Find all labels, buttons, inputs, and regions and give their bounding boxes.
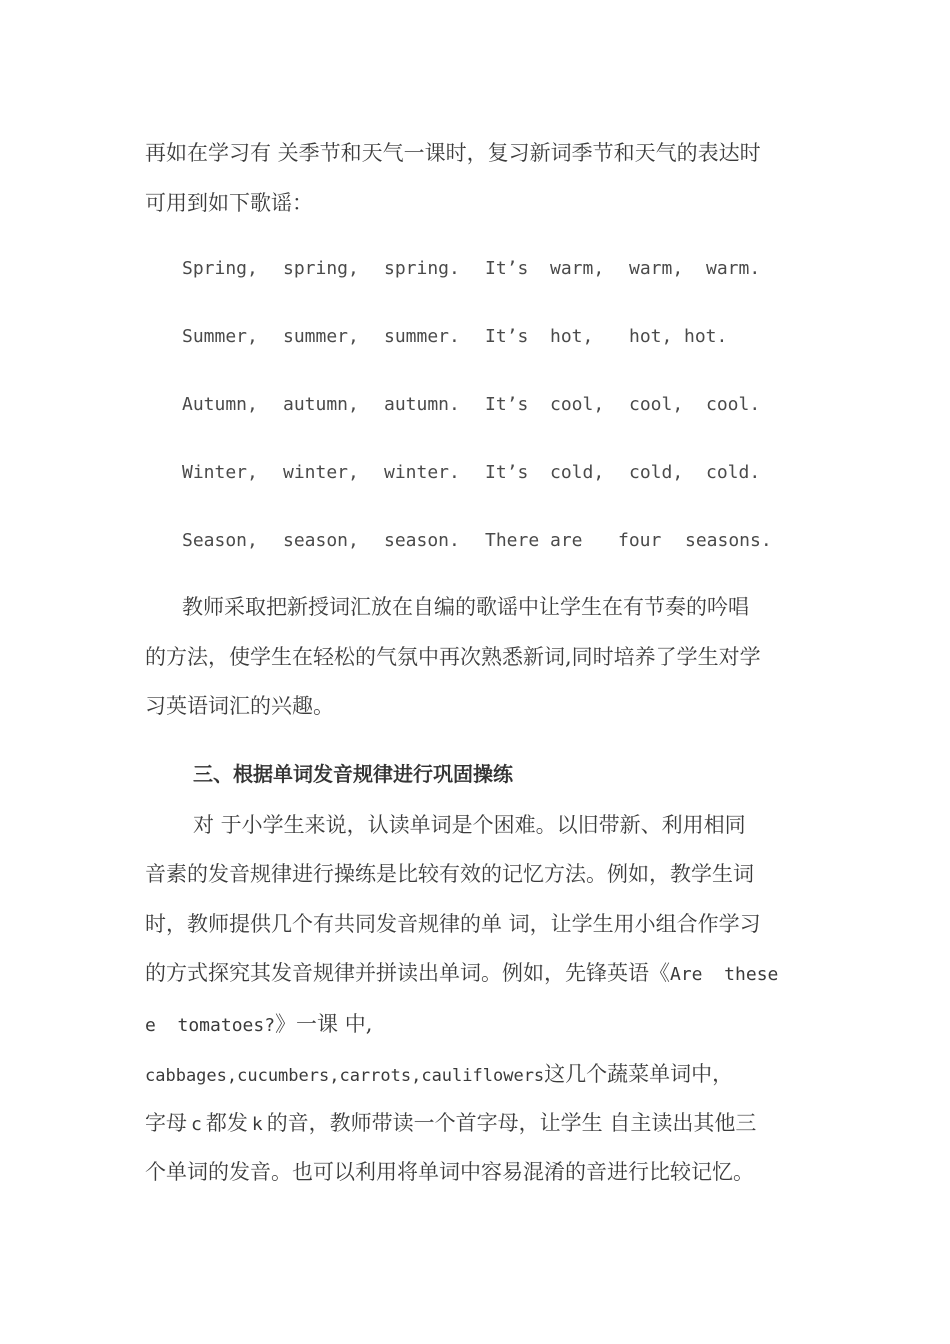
song-word: It’s [485, 258, 529, 279]
para2-line-7 [145, 1109, 756, 1139]
song-word: hot, [550, 326, 594, 347]
song-word: Season, [182, 530, 258, 551]
text-span: 这几个蔬菜单词中， [544, 1062, 734, 1086]
song-word: winter. [384, 462, 460, 483]
song-word: Spring, [182, 258, 258, 279]
text-span: 的音，教师带读一个首字母，让学生 自主读出其他三 [266, 1111, 757, 1135]
song-word: hot, [629, 326, 673, 347]
song-word: summer. [384, 326, 460, 347]
text-span: e tomatoes? [145, 1015, 276, 1036]
song-word: spring. [384, 258, 460, 279]
text-span: Are these [670, 964, 779, 985]
para2-line-4 [145, 959, 778, 989]
song-word: It’s [485, 462, 529, 483]
song-word: seasons. [685, 530, 772, 551]
para2-line-6 [145, 1060, 733, 1090]
text-span: 字母 [145, 1111, 187, 1135]
song-word: There [485, 530, 540, 551]
intro-line-2: 可用到如下歌谣： [145, 191, 313, 215]
song-word: Summer, [182, 326, 258, 347]
para2-line-2: 音素的发音规律进行操练是比较有效的记忆方法。例如，教学生词 [145, 862, 754, 886]
text-span: 》一课 中, [275, 1012, 373, 1036]
text-span: k [251, 1114, 263, 1135]
song-word: cool, [629, 394, 684, 415]
song-word: It’s [485, 394, 529, 415]
para2-line-3: 时，教师提供几个有共同发音规律的单 词，让学生用小组合作学习 [145, 912, 761, 936]
song-word: summer, [283, 326, 359, 347]
song-word: cold, [629, 462, 684, 483]
song-word: warm, [550, 258, 605, 279]
song-word: cool, [550, 394, 605, 415]
text-span: 的方式探究其发音规律并拼读出单词。例如，先锋英语《 [145, 961, 670, 985]
song-word: winter, [283, 462, 359, 483]
para1-line-1: 教师采取把新授词汇放在自编的歌谣中让学生在有节奏的吟唱 [182, 595, 749, 619]
text-span: c [191, 1114, 202, 1135]
song-word: spring, [283, 258, 359, 279]
song-word: are [550, 530, 583, 551]
song-word: autumn, [283, 394, 359, 415]
song-word: cold, [550, 462, 605, 483]
para2-line-5 [145, 1010, 372, 1040]
para2-line-1: 对 于小学生来说，认读单词是个困难。以旧带新、利用相同 [193, 813, 746, 837]
para1-line-3: 习英语词汇的兴趣。 [145, 694, 334, 718]
para2-line-8: 个单词的发音。也可以利用将单词中容易混淆的音进行比较记忆。 [145, 1160, 754, 1184]
text-span: 都发 [205, 1111, 248, 1135]
song-word: cool. [706, 394, 761, 415]
song-word: season. [384, 530, 460, 551]
song-word: season, [283, 530, 359, 551]
song-word: It’s [485, 326, 529, 347]
text-span: cabbages,cucumbers,carrots,cauliflowers [145, 1066, 545, 1086]
song-word: four [618, 530, 662, 551]
song-word: warm, [629, 258, 684, 279]
song-word: Winter, [182, 462, 258, 483]
para1-line-2: 的方法，使学生在轻松的气氛中再次熟悉新词,同时培养了学生对学 [145, 645, 761, 669]
section-heading: 三、根据单词发音规律进行巩固操练 [193, 762, 513, 786]
song-word: Autumn, [182, 394, 258, 415]
song-word: hot. [684, 326, 728, 347]
intro-line-1: 再如在学习有 关季节和天气一课时，复习新词季节和天气的表达时 [145, 141, 761, 165]
song-word: cold. [706, 462, 761, 483]
song-word: autumn. [384, 394, 460, 415]
song-word: warm. [706, 258, 761, 279]
